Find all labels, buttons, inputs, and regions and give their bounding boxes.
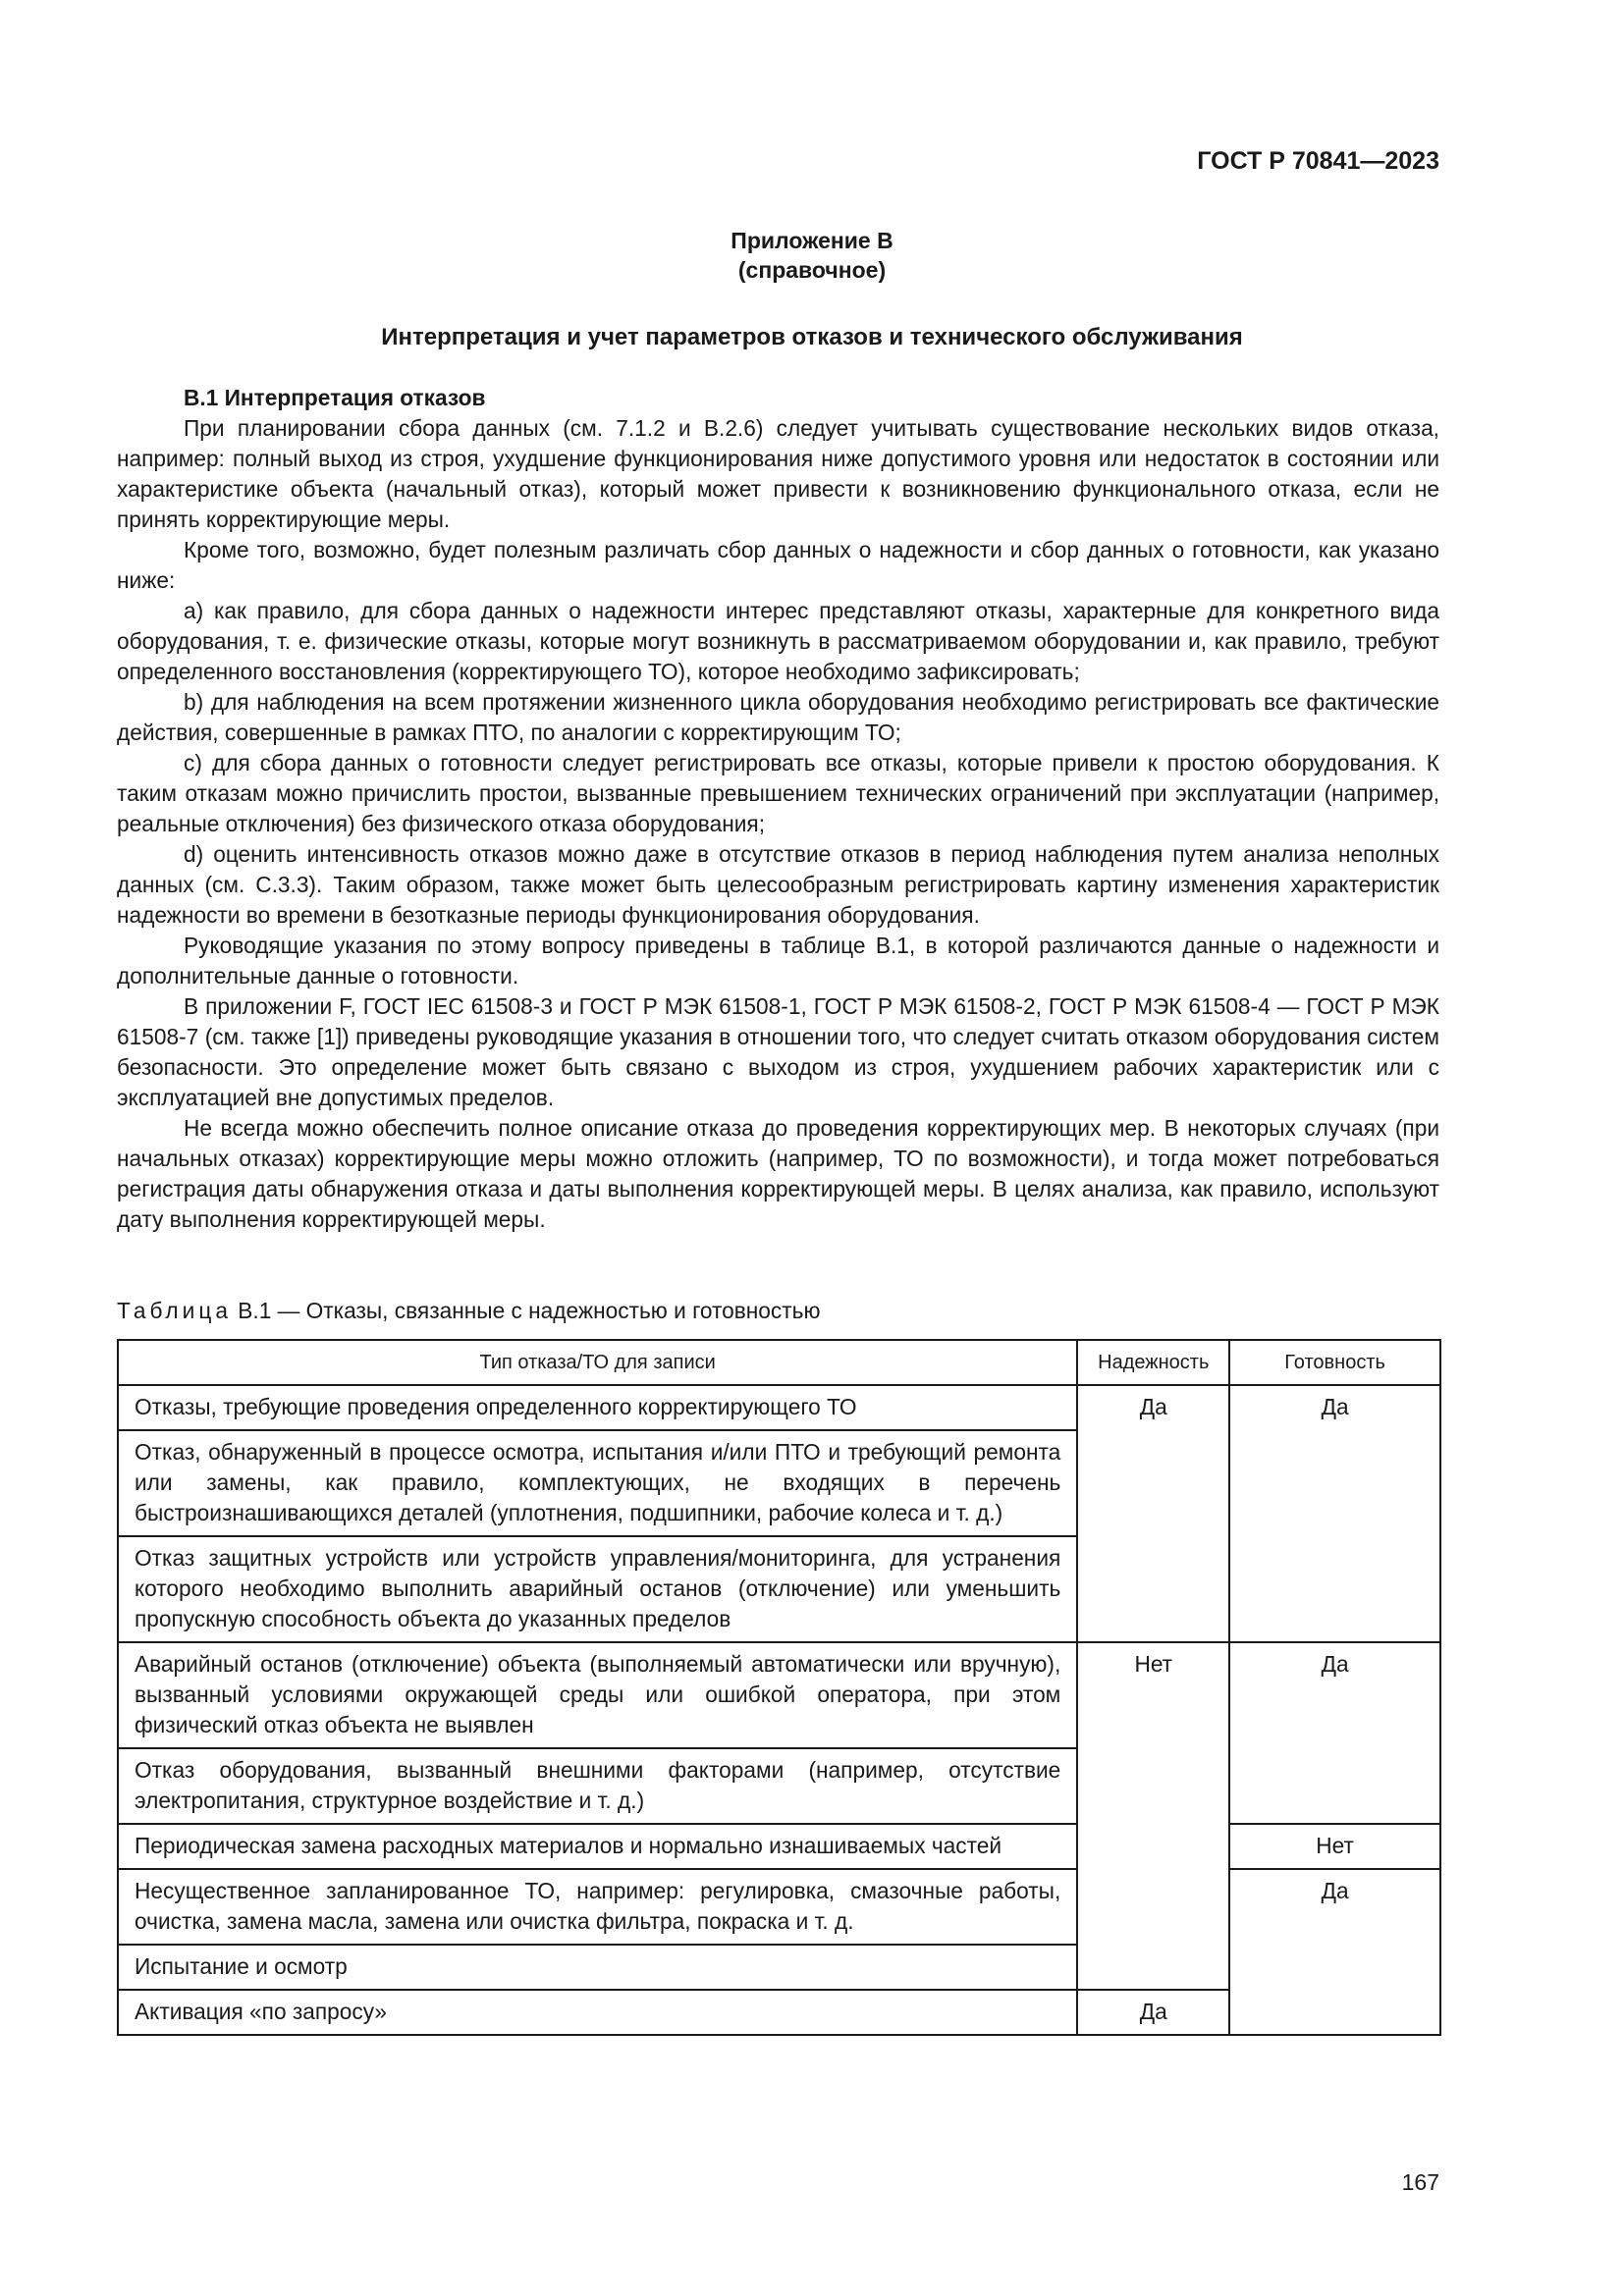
reliability-cell: Нет [1077,1642,1229,1990]
paragraph: Руководящие указания по этому вопросу приведены в таблице В.1, в которой различаются данные о надежности и дополнительные данные о готовности. [117,933,1439,988]
failure-type-cell: Аварийный останов (отключение) объекта (выполняемый автоматически или вручную), вызванный условиями окружающей среды или ошибкой оператора, при этом физический отказ объекта не выявлен [118,1642,1077,1748]
table-row [118,1642,1440,1748]
failure-type-cell: Периодическая замена расходных материалов и нормально изнашиваемых частей [118,1824,1077,1869]
failure-type-cell: Отказ оборудования, вызванный внешними факторами (например, отсутствие электропитания, структурное воздействие и т. д.) [118,1748,1077,1824]
list-item-c: c) для сбора данных о готовности следует регистрировать все отказы, которые привели к простою оборудования. К таким отказам можно причислить простои, вызванные превышением технических ограничений при эксплуатации (например, реальные отключения) без физического отказа оборудования; [117,750,1439,836]
column-header-reliability: Надежность [1077,1340,1229,1385]
section-body [117,383,1439,1235]
paragraph: При планировании сбора данных (см. 7.1.2 и В.2.6) следует учитывать существование нескольких видов отказа, например: полный выход из строя, ухудшение функционирования ниже допустимого уровня или недостаток в состоянии или характеристике объекта (начальный отказ), который может привести к возникновению функционального отказа, если не принять корректирующие меры. [117,415,1439,532]
standard-code: ГОСТ Р 70841—2023 [1197,147,1439,175]
failure-type-cell: Отказы, требующие проведения определенного корректирующего ТО [118,1385,1077,1430]
table-header-row [118,1340,1440,1385]
paragraph: В приложении F, ГОСТ IEC 61508-3 и ГОСТ Р МЭК 61508-1, ГОСТ Р МЭК 61508-2, ГОСТ Р МЭК 61508-4 — ГОСТ Р МЭК 61508-7 (см. также [1]) приведены руководящие указания в отношении того, что следует считать отказом оборудования систем безопасности. Это определение может быть связано с выходом из строя, ухудшением рабочих характеристик или с эксплуатацией вне допустимых пределов. [117,993,1439,1110]
failure-type-cell: Отказ, обнаруженный в процессе осмотра, испытания и/или ПТО и требующий ремонта или замены, как правило, комплектующих, не входящих в перечень быстроизнашивающихся деталей (уплотнения, подшипники, рабочие колеса и т. д.) [118,1430,1077,1536]
availability-cell: Да [1229,1385,1440,1642]
paragraph: Не всегда можно обеспечить полное описание отказа до проведения корректирующих мер. В некоторых случаях (при начальных отказах) корректирующие меры можно отложить (например, ТО по возможности), и тогда может потребоваться регистрация даты обнаружения отказа и даты выполнения корректирующей меры. В целях анализа, как правило, используют дату выполнения корректирующей меры. [117,1115,1439,1232]
failure-type-cell: Несущественное запланированное ТО, например: регулировка, смазочные работы, очистка, замена масла, замена или очистка фильтра, покраска и т. д. [118,1869,1077,1945]
availability-cell: Да [1229,1642,1440,1824]
table-caption [117,1298,821,1324]
failure-type-cell: Активация «по запросу» [118,1990,1077,2035]
paragraph: Кроме того, возможно, будет полезным различать сбор данных о надежности и сбор данных о готовности, как указано ниже: [117,537,1439,593]
table-row [118,1869,1440,1945]
reliability-cell: Да [1077,1385,1229,1642]
table-row [118,1824,1440,1869]
list-item-b: b) для наблюдения на всем протяжении жизненного цикла оборудования необходимо регистрировать все фактические действия, совершенные в рамках ПТО, по аналогии с корректирующим ТО; [117,689,1439,745]
appendix-main-title: Интерпретация и учет параметров отказов и технического обслуживания [381,324,1243,350]
reliability-cell: Да [1077,1990,1229,2035]
section-heading: В.1 Интерпретация отказов [184,385,486,410]
availability-cell: Да [1229,1869,1440,2035]
appendix-type: (справочное) [737,257,887,283]
column-header-type: Тип отказа/ТО для записи [118,1340,1077,1385]
column-header-availability: Готовность [1229,1340,1440,1385]
availability-cell: Нет [1229,1824,1440,1869]
failure-type-cell: Отказ защитных устройств или устройств управления/мониторинга, для устранения которого необходимо выполнить аварийный останов (отключение) или уменьшить пропускную способность объекта до указанных пределов [118,1536,1077,1642]
table-caption-label: Таблица [117,1298,232,1323]
failures-table [117,1339,1441,2036]
table-caption-text: В.1 — Отказы, связанные с надежностью и готовностью [238,1298,821,1323]
appendix-title: Приложение В [731,228,893,253]
appendix-header [0,226,1624,285]
list-item-d: d) оценить интенсивность отказов можно даже в отсутствие отказов в период наблюдения путем анализа неполных данных (см. С.3.3). Таким образом, также может быть целесообразным регистрировать картину изменения характеристик надежности во времени в безотказные периоды функционирования оборудования. [117,841,1439,928]
list-item-a: a) как правило, для сбора данных о надежности интерес представляют отказы, характерные для конкретного вида оборудования, т. е. физические отказы, которые могут возникнуть в рассматриваемом оборудовании и, как правило, требуют определенного восстановления (корректирующего ТО), которое необходимо зафиксировать; [117,598,1439,684]
table-row [118,1385,1440,1430]
failure-type-cell: Испытание и осмотр [118,1945,1077,1990]
page-number: 167 [1401,2169,1439,2195]
